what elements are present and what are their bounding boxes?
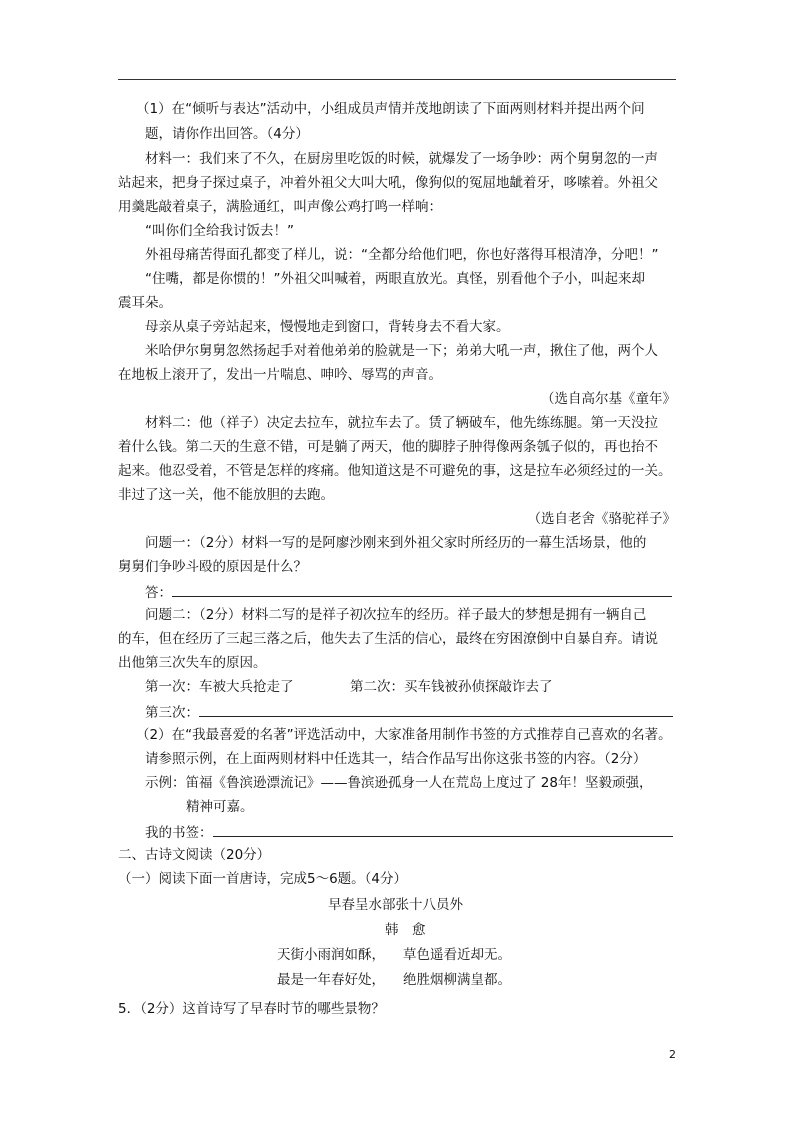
q1-intro-line1: （1）在“倾听与表达”活动中，小组成员声情并茂地朗读了下面两则材料并提出两个问 [136, 101, 645, 117]
material1-line: 用羹匙敲着桌子，满脸通红，叫声像公鸡打鸣一样响： [118, 199, 442, 215]
question1-line2: 舅舅们争吵斗殴的原因是什么？ [118, 559, 307, 575]
poem-title: 早春呈水部张十八员外 [328, 897, 463, 913]
q2-line1: （2）在“我最喜爱的名著”评选活动中，大家准备用制作书签的方式推荐自己喜欢的名著。 [136, 727, 672, 743]
third-loss-row [145, 702, 673, 722]
material1-source: （选自高尔基《童年》 [541, 391, 676, 407]
poem-line1a: 天街小雨润如酥， [277, 947, 385, 963]
question2-line3: 出他第三次失车的原因。 [118, 655, 267, 671]
poem-line2a: 最是一年春好处， [277, 972, 385, 988]
material1-line: 站起来，把身子探过桌子，冲着外祖父大叫大吼，像狗似的冤屈地龇着牙，哆嗦着。外祖父 [118, 175, 658, 191]
question2-line2: 的车，但在经历了三起三落之后，他失去了生活的信心，最终在穷困潦倒中自暴自弃。请说 [118, 631, 658, 647]
question1-answer-row [145, 582, 672, 602]
section2-heading: 二、古诗文阅读（20分） [118, 847, 271, 863]
question2-line1: 问题二：（2分）材料二写的是祥子初次拉车的经历。祥子最大的梦想是拥有一辆自己 [145, 607, 647, 623]
material2-source: （选自老舍《骆驼祥子》 [527, 511, 676, 527]
material1-line: 米哈伊尔舅舅忽然扬起手对着他弟弟的脸就是一下；弟弟大吼一声，揪住了他，两个人 [145, 343, 658, 359]
question1-line1: 问题一：（2分）材料一写的是阿廖沙刚来到外祖父家时所经历的一幕生活场景，他的 [145, 535, 647, 551]
material1-line: 在地板上滚开了，发出一片喘息、呻吟、辱骂的声音。 [118, 367, 442, 383]
material1-line: 震耳朵。 [118, 295, 172, 311]
page-number: 2 [669, 1048, 676, 1061]
bookmark-row [145, 822, 673, 842]
material1-line: “住嘴，都是你惯的！”外祖父叫喊着，两眼直放光。真怪，别看他个子小，叫起来却 [145, 271, 645, 287]
bookmark-blank[interactable] [213, 822, 673, 837]
header-rule [118, 79, 676, 80]
material1-line: “叫你们全给我讨饭去！” [145, 223, 294, 239]
poem-author: 韩 愈 [385, 922, 426, 938]
second-loss: 第二次：买车钱被孙侦探敲诈去了 [350, 679, 553, 695]
material1-line: 母亲从桌子旁站起来，慢慢地走到窗口，背转身去不看大家。 [145, 319, 510, 335]
q1-intro-line2: 题，请你作出回答。（4分） [145, 126, 309, 142]
q2-example-line1: 示例：笛福《鲁滨逊漂流记》——鲁滨逊孤身一人在荒岛上度过了 28年！坚毅顽强， [145, 775, 653, 791]
section2-subheading: （一）阅读下面一首唐诗，完成5～6题。（4分） [118, 871, 408, 887]
material2-line: 着什么钱。第二天的生意不错，可是躺了两天，他的脚脖子肿得像两条瓠子似的，再也抬不 [118, 439, 658, 455]
answer-blank[interactable] [172, 582, 672, 597]
material1-line: 材料一：我们来了不久，在厨房里吃饭的时候，就爆发了一场争吵：两个舅舅忽的一声 [145, 151, 658, 167]
material1-line: 外祖母痛苦得面孔都变了样儿，说：“全都分给他们吧，你也好落得耳根清净，分吧！” [145, 247, 659, 263]
poem-line2b: 绝胜烟柳满皇都。 [403, 972, 511, 988]
first-loss: 第一次：车被大兵抢走了 [145, 679, 294, 695]
third-label: 第三次： [145, 705, 199, 721]
material2-line: 非过了这一关，他不能放胆的去跑。 [118, 487, 334, 503]
material2-line: 起来。他忍受着，不管是怎样的疼痛。他知道这是不可避免的事，这是拉车必须经过的一关。 [118, 463, 672, 479]
q2-line2: 请参照示例，在上面两则材料中任选其一，结合作品写出你这张书签的内容。（2分） [145, 751, 647, 767]
third-blank[interactable] [199, 702, 673, 717]
answer-label: 答： [145, 585, 172, 601]
question5: 5．（2分）这首诗写了早春时节的哪些景物？ [118, 1001, 385, 1017]
q2-example-line2: 精神可嘉。 [186, 799, 254, 815]
material2-line: 材料二：他（祥子）决定去拉车，就拉车去了。赁了辆破车，他先练练腿。第一天没拉 [145, 415, 658, 431]
bookmark-label: 我的书签： [145, 825, 213, 841]
poem-line1b: 草色遥看近却无。 [403, 947, 511, 963]
